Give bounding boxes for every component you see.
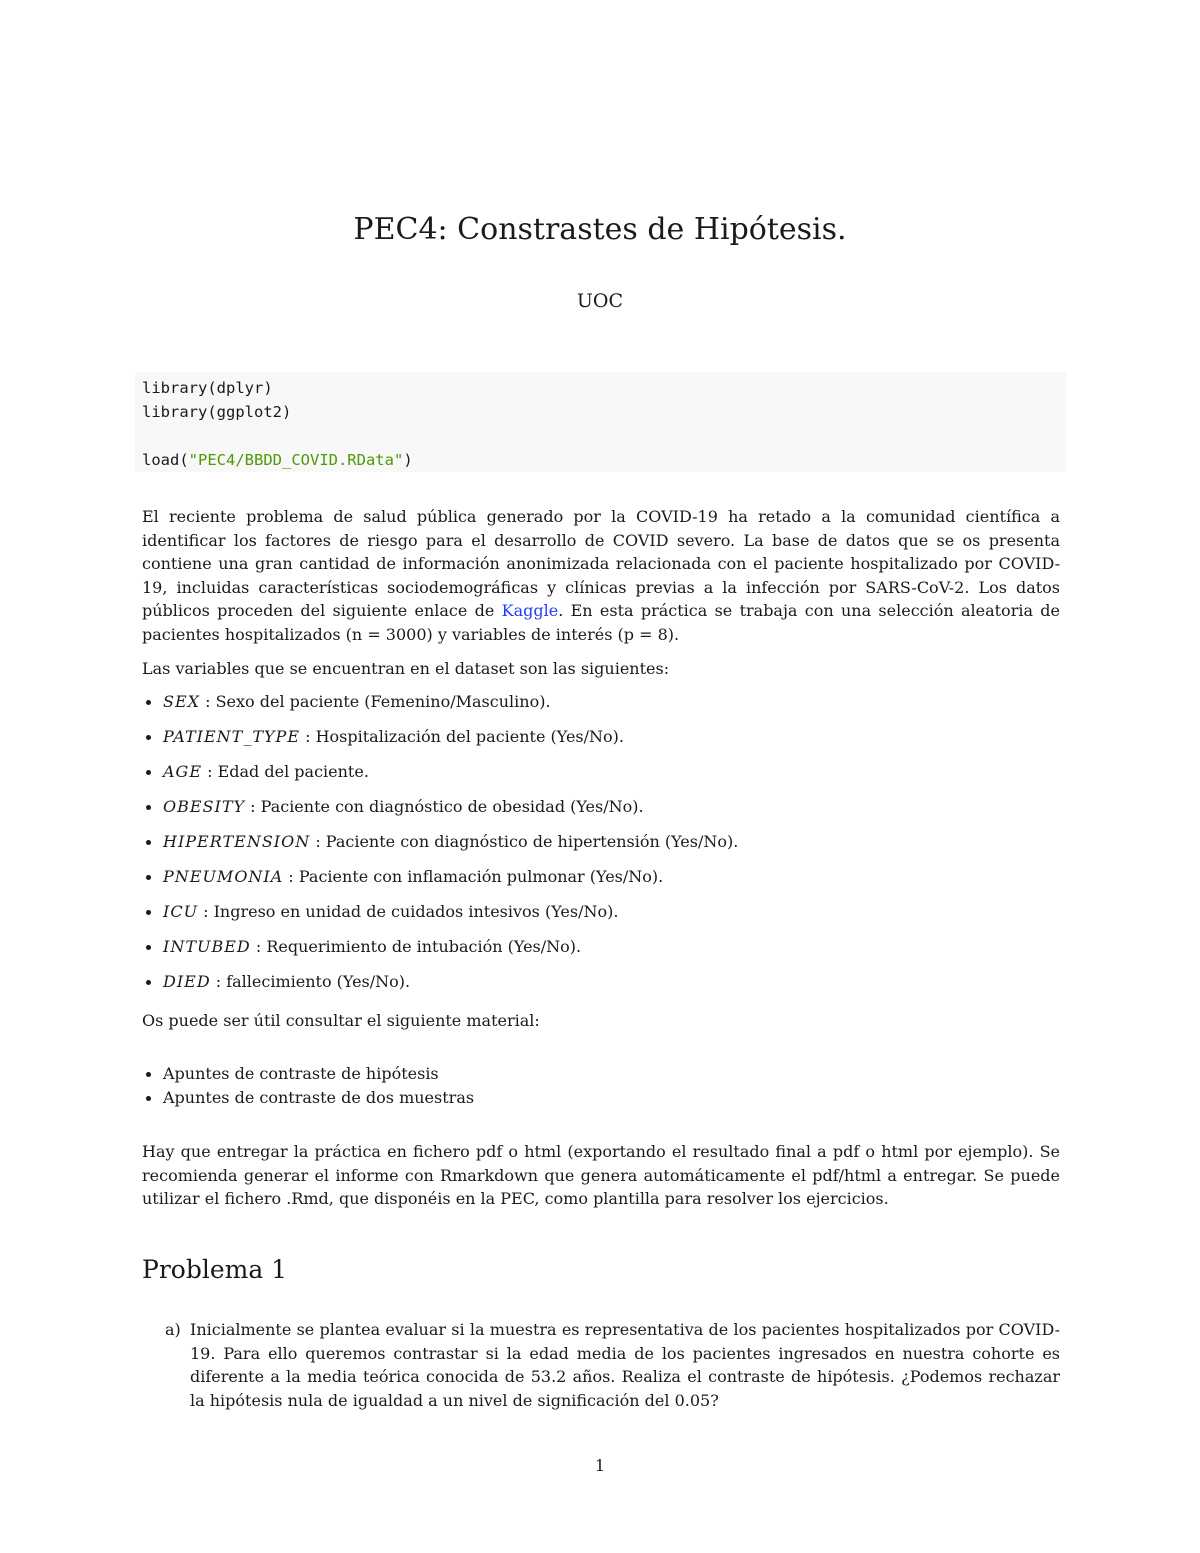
variable-item bbox=[142, 970, 1060, 1005]
problem-item-a bbox=[165, 1318, 1085, 1412]
page-number: 1 bbox=[594, 1456, 606, 1475]
section-title: Problema 1 bbox=[142, 1255, 288, 1284]
variable-name: PATIENT_TYPE bbox=[163, 727, 300, 746]
materials-list bbox=[142, 1062, 1060, 1110]
code-line-3-end: ) bbox=[403, 451, 413, 469]
variables-list bbox=[142, 690, 1060, 1005]
variable-description: : Paciente con inflamación pulmonar (Yes/No). bbox=[283, 867, 664, 886]
variable-name: SEX bbox=[163, 692, 201, 711]
material-item: Apuntes de contraste de hipótesis bbox=[142, 1062, 1060, 1086]
intro-text-before-link: El reciente problema de salud pública generado por la COVID-19 ha retado a la comunidad científica a identificar los factores de riesgo para el desarrollo de COVID severo. La base de datos que se os presenta contiene una gran cantidad de información anonimizada relacionada con el paciente hospitalizado por COVID-19, incluidas características sociodemográficas y clínicas previas a la infección por SARS-CoV-2. Los datos públicos proceden del siguiente enlace de bbox=[142, 507, 1060, 620]
code-line-1: library(dplyr) bbox=[142, 379, 273, 397]
variable-description: : Hospitalización del paciente (Yes/No). bbox=[300, 727, 624, 746]
variable-description: : Paciente con diagnóstico de hipertensión (Yes/No). bbox=[310, 832, 739, 851]
variable-name: INTUBED bbox=[163, 937, 251, 956]
variable-name: AGE bbox=[163, 762, 203, 781]
variable-description: : Paciente con diagnóstico de obesidad (Yes/No). bbox=[245, 797, 644, 816]
variable-name: HIPERTENSION bbox=[163, 832, 311, 851]
document-author: UOC bbox=[576, 290, 624, 312]
variable-description: : Requerimiento de intubación (Yes/No). bbox=[250, 937, 582, 956]
variable-description: : fallecimiento (Yes/No). bbox=[210, 972, 411, 991]
variable-name: PNEUMONIA bbox=[163, 867, 284, 886]
variable-name: DIED bbox=[163, 972, 211, 991]
variables-intro: Las variables que se encuentran en el dataset son las siguientes: bbox=[142, 659, 670, 678]
variable-name: OBESITY bbox=[163, 797, 246, 816]
variable-item bbox=[142, 760, 1060, 795]
delivery-paragraph: Hay que entregar la práctica en fichero pdf o html (exportando el resultado final a pdf o html por ejemplo). Se recomienda generar el informe con Rmarkdown que genera automáticamente el pdf/html a entregar. Se puede utilizar el fichero .Rmd, que disponéis en la PEC, como plantilla para resolver los ejercicios. bbox=[142, 1142, 1060, 1208]
kaggle-link[interactable]: Kaggle bbox=[501, 601, 559, 620]
variable-item bbox=[142, 795, 1060, 830]
variable-description: : Edad del paciente. bbox=[202, 762, 369, 781]
variable-item bbox=[142, 830, 1060, 865]
variable-name: ICU bbox=[163, 902, 199, 921]
materials-intro: Os puede ser útil consultar el siguiente material: bbox=[142, 1011, 540, 1030]
intro-paragraph bbox=[142, 505, 1060, 646]
variable-item bbox=[142, 900, 1060, 935]
code-line-2: library(ggplot2) bbox=[142, 403, 292, 421]
problem-item-text: Inicialmente se plantea evaluar si la muestra es representativa de los pacientes hospitalizados por COVID-19. Para ello queremos contrastar si la edad media de los pacientes ingresados en nuestra cohorte es diferente a la media teórica conocida de 53.2 años. Realiza el contraste de hipótesis. ¿Podemos rechazar la hipótesis nula de igualdad a un nivel de significación del 0.05? bbox=[190, 1320, 1060, 1410]
variable-item bbox=[142, 690, 1060, 725]
code-line-3-fn: load( bbox=[142, 451, 189, 469]
material-item: Apuntes de contraste de dos muestras bbox=[142, 1086, 1060, 1110]
variable-item bbox=[142, 865, 1060, 900]
document-title: PEC4: Constrastes de Hipótesis. bbox=[353, 212, 847, 247]
code-line-3-string: "PEC4/BBDD_COVID.RData" bbox=[188, 451, 404, 469]
code-block bbox=[135, 372, 1066, 472]
variable-item bbox=[142, 935, 1060, 970]
variable-description: : Ingreso en unidad de cuidados intesivos (Yes/No). bbox=[198, 902, 619, 921]
variable-item bbox=[142, 725, 1060, 760]
problem-item-label: a) bbox=[165, 1320, 181, 1339]
variable-description: : Sexo del paciente (Femenino/Masculino). bbox=[200, 692, 551, 711]
intro-text-after-link: . En esta práctica se trabaja con una selección aleatoria de pacientes hospitalizados (n = 3000) y variables de interés (p = 8). bbox=[142, 601, 1061, 644]
